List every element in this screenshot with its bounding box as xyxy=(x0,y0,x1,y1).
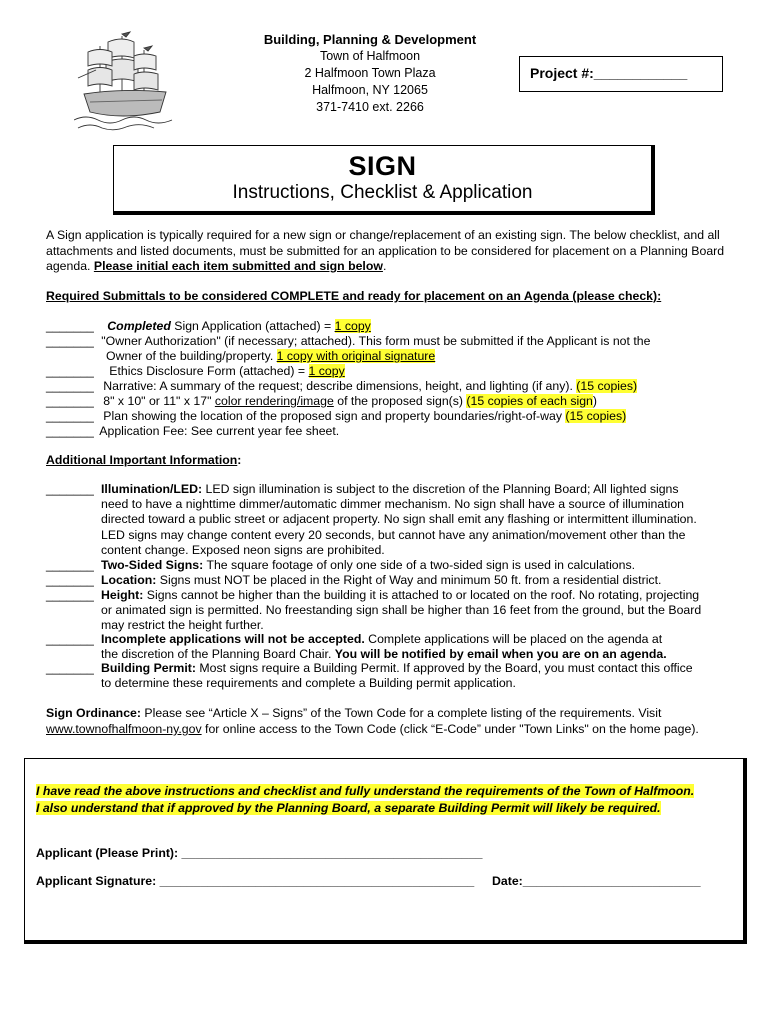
additional-heading-colon: : xyxy=(237,453,242,467)
certification-line-2: I also understand that if approved by the Planning Board, a separate Building Permit will likely be required. xyxy=(36,801,661,815)
checklist-item-continued xyxy=(106,349,435,364)
item-highlight: 1 copy xyxy=(308,364,345,378)
info-text: need to have a nighttime dimmer/automatic dimmer mechanism. No sign shall have a source of illumination xyxy=(101,497,685,512)
info-label: Location: xyxy=(101,573,157,587)
info-text: to determine these requirements and complete a Building permit application. xyxy=(101,676,516,691)
info-text: the discretion of the Planning Board Chair. xyxy=(101,647,335,662)
item-highlight: 1 copy with original signature xyxy=(276,349,436,363)
project-number-label: Project #:____________ xyxy=(530,65,688,81)
item-highlight: (15 copies) xyxy=(565,409,627,423)
initial-blank[interactable]: _______ xyxy=(46,588,94,602)
item-text: Sign Application (attached) = xyxy=(170,319,335,333)
info-label: Incomplete applications will not be accepted. xyxy=(101,632,365,646)
initial-blank[interactable]: _______ xyxy=(46,632,94,646)
item-text: 8" x 10" or 11" x 17" xyxy=(103,394,215,408)
info-item-incomplete xyxy=(46,632,736,662)
info-text: Complete applications will be placed on the agenda at xyxy=(364,632,663,646)
info-bold-text: You will be notified by email when you are on an agenda. xyxy=(334,647,667,662)
checklist-item[interactable] xyxy=(46,379,637,394)
page-title: SIGN xyxy=(348,151,417,181)
ordinance-label: Sign Ordinance: xyxy=(46,706,141,720)
date-field[interactable]: Date:__________________________ xyxy=(492,874,701,888)
header-block xyxy=(220,31,520,116)
town-name: Town of Halfmoon xyxy=(319,49,421,63)
sign-ordinance xyxy=(46,705,736,737)
intro-end: . xyxy=(382,259,387,273)
page-subtitle: Instructions, Checklist & Application xyxy=(232,182,533,203)
applicant-signature-field[interactable]: Applicant Signature: ______________________________________________ xyxy=(36,874,475,888)
additional-heading-text: Additional Important Information xyxy=(46,453,238,467)
item-text: ) xyxy=(592,394,597,408)
info-text: LED sign illumination is subject to the discretion of the Planning Board; All lighted signs xyxy=(202,482,679,496)
info-text: LED signs may change content every 20 seconds, but cannot have any animation/movement other than the xyxy=(101,527,686,542)
item-text: Application Fee: See current year fee sheet. xyxy=(99,424,340,438)
required-heading: Required Submittals to be considered COMPLETE and ready for placement on an Agenda (please check): xyxy=(46,289,662,303)
initial-blank[interactable]: _______ xyxy=(46,379,94,393)
item-text: Narrative: A summary of the request; describe dimensions, height, and lighting (if any). xyxy=(103,379,577,393)
intro-emphasis: Please initial each item submitted and sign below xyxy=(93,259,383,273)
initial-blank[interactable]: _______ xyxy=(46,482,94,496)
info-label: Building Permit: xyxy=(101,661,196,675)
info-text: Signs cannot be higher than the building it is attached to or located on the roof. No rotating, projecting xyxy=(143,588,700,602)
initial-blank[interactable]: _______ xyxy=(46,424,94,438)
certification-statement xyxy=(36,783,694,817)
initial-blank[interactable]: _______ xyxy=(46,334,94,348)
project-number-box[interactable] xyxy=(519,56,723,92)
info-item-illumination xyxy=(46,482,736,558)
checklist-item[interactable] xyxy=(46,364,345,379)
info-label: Height: xyxy=(101,588,144,602)
address-line-2: Halfmoon, NY 12065 xyxy=(312,83,428,97)
phone-number: 371-7410 ext. 2266 xyxy=(316,100,424,114)
item-text: Ethics Disclosure Form (attached) = xyxy=(109,364,309,378)
title-box xyxy=(113,145,655,215)
additional-heading xyxy=(46,453,241,467)
initial-blank[interactable]: _______ xyxy=(46,364,94,378)
initial-blank[interactable]: _______ xyxy=(46,409,94,423)
certification-line-1: I have read the above instructions and checklist and fully understand the requirements of the Town of Halfmoon. xyxy=(36,784,695,798)
info-text: directed toward a public street or adjacent property. No sign shall emit any flashing or intermittent illumination. xyxy=(101,512,697,527)
intro-paragraph xyxy=(46,228,726,275)
info-item-two-sided xyxy=(46,558,736,573)
item-highlight: 1 copy xyxy=(334,319,371,333)
info-item-building-permit xyxy=(46,661,736,691)
initial-blank[interactable]: _______ xyxy=(46,394,94,408)
checklist-item[interactable] xyxy=(46,394,597,409)
applicant-print-field[interactable]: Applicant (Please Print): ____________________________________________ xyxy=(36,846,483,860)
info-text: Signs must NOT be placed in the Right of Way and minimum 50 ft. from a residential district. xyxy=(156,573,662,587)
initial-blank[interactable]: _______ xyxy=(46,661,94,675)
item-text: Owner of the building/property. xyxy=(106,349,277,363)
info-label: Illumination/LED: xyxy=(101,482,203,496)
info-text: The square footage of only one side of a two-sided sign is used in calculations. xyxy=(203,558,636,572)
info-label: Two-Sided Signs: xyxy=(101,558,204,572)
initial-blank[interactable]: _______ xyxy=(46,558,94,572)
initial-blank[interactable]: _______ xyxy=(46,573,94,587)
item-text: Plan showing the location of the proposed sign and property boundaries/right-of-way xyxy=(103,409,566,423)
checklist-item[interactable] xyxy=(46,334,650,349)
item-text: of the proposed sign(s) xyxy=(333,394,467,408)
ordinance-text: Please see “Article X – Signs” of the Town Code for a complete listing of the requirements. Visit xyxy=(140,706,662,720)
town-website-link[interactable]: www.townofhalfmoon-ny.gov xyxy=(46,722,202,736)
initial-blank[interactable]: _______ xyxy=(46,319,94,333)
info-item-height xyxy=(46,588,736,634)
info-text: Most signs require a Building Permit. If approved by the Board, you must contact this office xyxy=(195,661,693,675)
item-highlight: (15 copies of each sign xyxy=(466,394,593,408)
info-text: or animated sign is permitted. No freestanding sign shall be higher than 16 feet from the ground, but the Board xyxy=(101,603,702,618)
info-item-location xyxy=(46,573,736,588)
item-underlined: color rendering/image xyxy=(214,394,334,408)
item-emphasis: Completed xyxy=(107,319,171,333)
info-text: content change. Exposed neon signs are prohibited. xyxy=(101,542,385,557)
item-text: "Owner Authorization" (if necessary; attached). This form must be submitted if the Applicant is not the xyxy=(101,334,651,348)
sailing-ship-icon xyxy=(74,28,174,132)
ordinance-text: for online access to the Town Code (click “E-Code” under "Town Links" on the home page). xyxy=(201,722,699,736)
info-text: may restrict the height further. xyxy=(101,618,264,633)
intro-text: A Sign application is typically required for a new sign or change/replacement of an existing sign. The below checklist, and all attachments and listed documents, must be submitted for an application to be considered for placement on a Planning Board agenda. xyxy=(46,228,725,273)
checklist-item[interactable] xyxy=(46,409,626,424)
checklist-item[interactable] xyxy=(46,319,371,334)
department-name: Building, Planning & Development xyxy=(263,32,477,47)
address-line-1: 2 Halfmoon Town Plaza xyxy=(304,66,436,80)
checklist-item[interactable] xyxy=(46,424,339,439)
item-highlight: (15 copies) xyxy=(576,379,638,393)
